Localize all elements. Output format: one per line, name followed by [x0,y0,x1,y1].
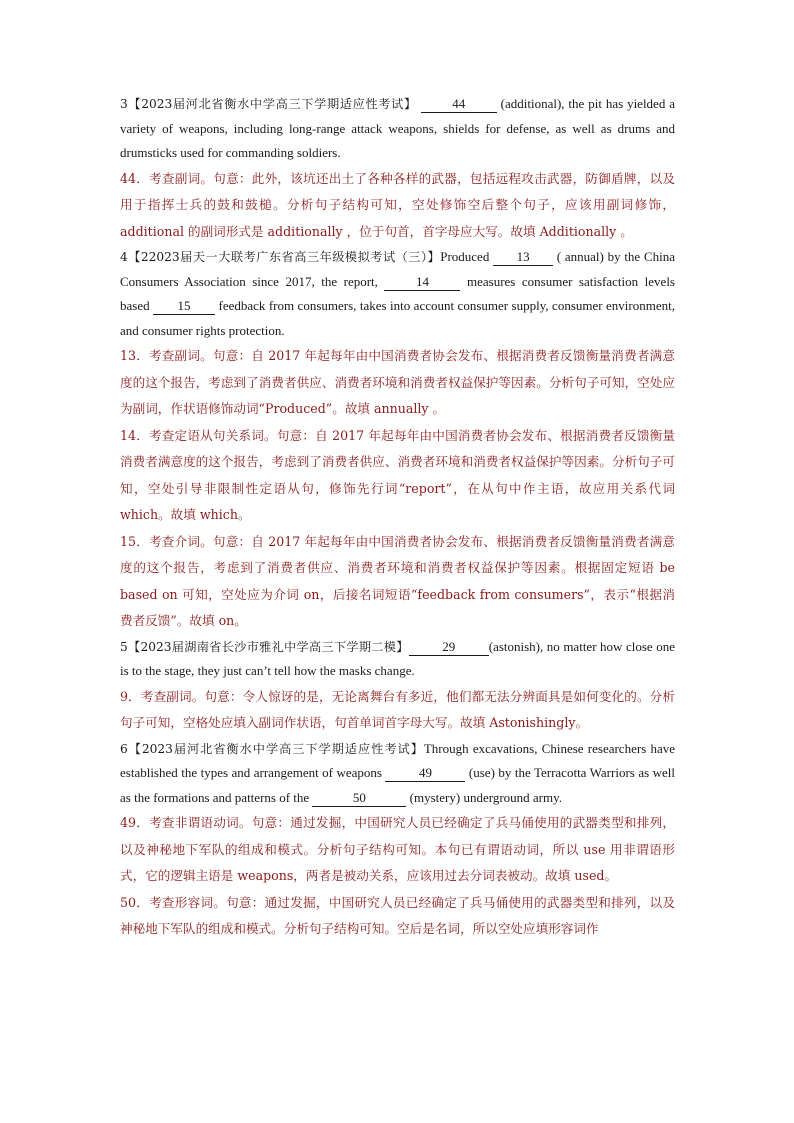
question-text: (additional), the pit has yielded a variety of weapons, including long-range attack weapons, shields for defense, as well as drums and drumsticks used for commanding soldiers. [120,96,675,160]
question-text: (use) by the Terracotta Warriors as well as the formations and patterns of the [120,765,675,805]
question-source: 3【2023届河北省衡水中学高三下学期适应性考试】 [120,97,417,111]
answer-blank: 14 [384,274,460,291]
document-page [120,92,675,943]
question-text: Produced [440,249,494,264]
question-text: feedback from consumers, takes into account consumer supply, consumer environment, and consumer rights protection. [120,298,675,338]
question-text: (astonish), no matter how close one is to the stage, they just can’t tell how the masks change. [120,638,675,678]
question-paragraph [120,92,675,166]
question-text: Through excavations, Chinese researchers have established the types and arrangement of weapons [120,740,675,780]
answer-blank: 50 [312,790,406,807]
question-source: 5【2023届湖南省长沙市雅礼中学高三下学期二模】 [120,639,409,654]
answer-explanation: 9．考查副词。句意：令人惊讶的是，无论离舞台有多近，他们都无法分辨面具是如何变化的。分析句子可知，空格处应填入副词作状语，句首单词首字母大写。故填 Astonishingly。 [120,688,675,730]
answer-blank: 44 [421,96,497,113]
question-paragraph [120,245,675,343]
answer-explanation: 15．考查介词。句意：自 2017 年起每年由中国消费者协会发布、根据消费者反馈衡量消费者满意度的这个报告，考虑到了消费者供应、消费者环境和消费者权益保护等因素。根据固定短语 be based on 可知，空处应为介词 on，后接名词短语“feedback from consumers”，表示“根据消费者反馈”。故填 on。 [120,533,675,628]
question-text: (mystery) underground army. [406,789,563,805]
answer-blank: 29 [409,639,489,656]
question-paragraph [120,635,675,684]
question-text: measures consumer satisfaction levels based [120,273,675,313]
answer-explanation: 13．考查副词。句意：自 2017 年起每年由中国消费者协会发布、根据消费者反馈衡量消费者满意度的这个报告，考虑到了消费者供应、消费者环境和消费者权益保护等因素。分析句子可知，空处应为副词，作状语修饰动词“Produced”。故填 annually 。 [120,348,675,416]
answer-explanation: 14．考查定语从句关系词。句意：自 2017 年起每年由中国消费者协会发布、根据消费者反馈衡量消费者满意度的这个报告，考虑到了消费者供应、消费者环境和消费者权益保护等因素。分析句子可知，空处引导非限制性定语从句，修饰先行词“report”，在从句中作主语，故应用关系代词 which。故填 which。 [120,427,675,522]
question-source: 4【22023届天一大联考广东省高三年级模拟考试（三）】 [120,250,441,264]
question-text: ( annual) by the China Consumers Association since 2017, the report, [120,249,675,289]
answer-blank: 13 [493,249,553,266]
answer-blank: 15 [153,298,215,315]
answer-blank: 49 [385,765,465,782]
question-source: 6【2023届河北省衡水中学高三下学期适应性考试】 [120,741,424,756]
answer-explanation: 50．考查形容词。句意：通过发掘，中国研究人员已经确定了兵马俑使用的武器类型和排列，以及神秘地下军队的组成和模式。分析句子结构可知。空后是名词，所以空处应填形容词作 [120,894,675,936]
answer-explanation: 44．考查副词。句意：此外，该坑还出土了各种各样的武器，包括远程攻击武器，防御盾牌，以及用于指挥士兵的鼓和鼓槌。分析句子结构可知，空处修饰空后整个句子，应该用副词修饰，additional 的副词形式是 additionally ，位于句首，首字母应大写。故填 Additionally 。 [120,170,675,239]
answer-explanation: 49．考查非谓语动词。句意：通过发掘，中国研究人员已经确定了兵马俑使用的武器类型和排列，以及神秘地下军队的组成和模式。分析句子结构可知。本句已有谓语动词，所以 use 用非谓语形式，它的逻辑主语是 weapons，两者是被动关系，应该用过去分词表被动。故填 used。 [120,815,675,883]
question-paragraph [120,737,675,811]
